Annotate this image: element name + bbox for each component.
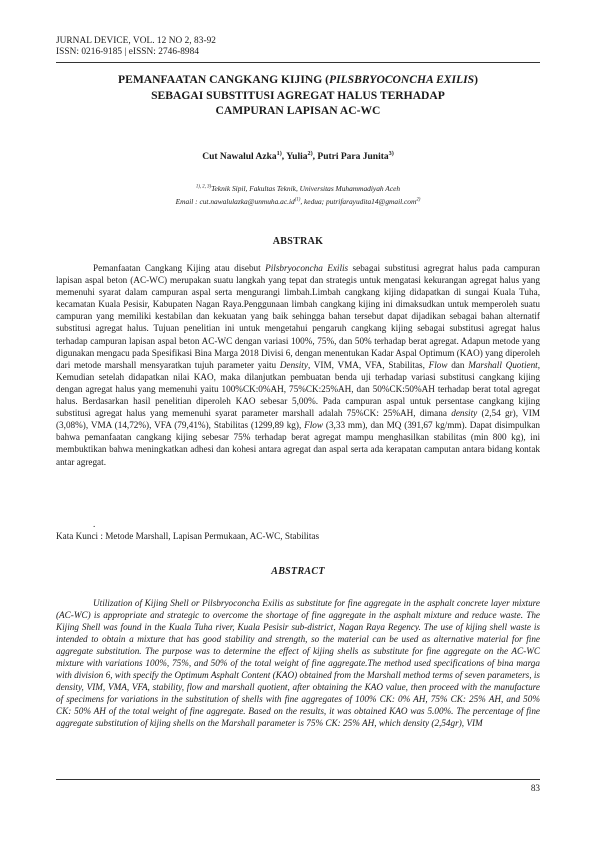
author-list (56, 151, 540, 163)
paper-title (70, 72, 526, 119)
title-line-3: CAMPURAN LAPISAN AC-WC (215, 104, 381, 117)
title-text: PEMANFAATAN CANGKANG KIJING ( (118, 73, 329, 86)
email-line: Email : $cut.nawalulazka@unmuha.ac.id^{(1)}$, kedua; putrifarayudita14@gmail.com$^{2)}$ (175, 196, 421, 206)
footer-divider (56, 779, 540, 780)
title-line-1 (70, 72, 526, 88)
title-line-2: SEBAGAI SUBSTITUSI AGREGAT HALUS TERHADAP (151, 88, 445, 102)
affiliation-block (56, 183, 540, 208)
journal-info: JURNAL DEVICE, VOL. 12 NO 2, 83-92 (56, 36, 216, 46)
abstract-body (56, 597, 540, 730)
issn-info: ISSN: 0216-9185 | eISSN: 2746-8984 (56, 47, 200, 58)
affiliation: $^{1), 2, 3)}$Teknik Sipil, Fakultas Teknik, Universitas Muhammadiyah Aceh (195, 184, 401, 193)
abstrak-heading: ABSTRAK (272, 236, 324, 247)
header-divider (56, 62, 540, 63)
author: Putri Para Junita$^{3)}$ (317, 150, 394, 162)
abstrak-body (56, 262, 540, 468)
abstract-paragraph: Utilization of Kijing Shell or Pilsbryoconcha Exilis as substitute for fine aggregate in the asphalt concrete layer mixture (AC-WC) is appropriate and strategic to overcome the shortage of fine aggregate in the asphalt mixture and reduce waste. The Kijing Shell was found in the Kuala Tuha river, Kuala Pesisir sub-district, Nagan Raya Regency. The use of kijing shell waste is intended to obtain a mixture that has good stability and strength, so the material can be used as alternative material for fine aggregate substitution. The purpose was to determine the effect of kijing shells as substitute for fine aggregate on the AC-WC mixture with variations 100%, 75%, and 50% of the total weight of fine aggregate.The method used specifications of bina marga with division 6, with specify the Optimum Asphalt Content (KAO) obtained from the Marshall method terms of seven parameters, is density, VIM, VMA, VFA, stability, flow and marshall quotient, after obtaining the KAO value, then proceed with the manufacture of specimens for variations in the substitution of shells with fine aggregates of 100% CK: 0% AH, 75% CK: 25% AH, and 50% CK: 50% AH of the total weight of fine aggregate. Based on the results, it was obtained KAO was 5.00%. The percentage of fine aggregate substitution of kijing shells on the Marshall parameter is 75% CK: 25% AH, which density (2,54gr), VIM (56, 598, 540, 729)
author: Yulia$^{2)}$, (286, 150, 318, 162)
page-number: 83 (530, 783, 540, 793)
abstrak-paragraph: Pemanfaatan Cangkang Kijing atau disebut Pilsbryoconcha Exilis sebagai substitusi agregrat halus pada campuran lapisan aspal beton (AC-WC) merupakan suatu langkah yang tepat dan strategis untuk mengatasi kekurangan agregat halus yang memenuhi syarat dalam campuran aspal serta mengurangi limbah.Limbah cangkang kijing didapatkan di sungai Kuala Tuha, kecamatan Kuala Pesisir, Kabupaten Nagan Raya.Penggunaan limbah cangkang kijing ini dimaksudkan untuk memperoleh suatu campuran yang memiliki kestabilan dan kekuatan yang baik sehingga bahan tersebut dapat dijadikan sebagai bahan alternatif substitusi agregat halus. Tujuan penelitian ini untuk mengetahui pengaruh cangkang kijing sebagai substitusi agregat halus terhadap campuran lapisan aspal beton AC-WC dengan variasi 100%, 75%, dan 50% terhadap berat agregat. Adapun metode yang digunakan mengacu pada Spesifikasi Bina Marga 2018 Divisi 6, dengan menentukan Kadar Aspal Optimum (KAO) yang diperoleh dari metode marshall mensyaratkan tujuh parameter yaitu Density, VIM, VMA, VFA, Stabilitas, Flow dan Marshall Quotient, Kemudian setelah didapatkan nilai KAO, maka dilanjutkan pembuatan benda uji terhadap variasi substitusi cangkang kijing dengan agregat halus yang memenuhi yaitu 100%CK:0%AH, 75%CK:25%AH, dan 50%CK:50%AH terhadap berat total agregat halus. Berdasarkan hasil penelitian diperoleh KAO sebesar 5,00%. Pada campuran aspal untuk persentase cangkang kijing substitusi agregat halus yang memenuhi syarat parameter marshall adalah 75%CK: 25%AH, dimana density (2,54 gr), VIM (3,08%), VMA (14,72%), VFA (79,41%), Stabilitas (1299,89 kg), Flow (3,33 mm), dan MQ (391,67 kg/mm). Dapat disimpulkan bahwa pemanfaatan cangkang kijing sebesar 75% terhadap berat agregat mampu menghasilkan stabilitas (min 800 kg), ini membuktikan bahwa meningkatkan adhesi dan kohesi antara agregat dan aspal serta ada kerapatan camputan antara bidang kontak antar agregat. (56, 263, 541, 467)
author: Cut Nawalul Azka$^{1)}$, (202, 150, 287, 162)
keywords: Kata Kunci : Metode Marshall, Lapisan Permukaan, AC-WC, Stabilitas (56, 531, 320, 541)
abstract-heading: ABSTRACT (271, 566, 325, 577)
stray-dot: . (93, 519, 96, 529)
title-species: PILSBRYOCONCHA EXILIS (328, 73, 475, 86)
running-head (56, 36, 216, 59)
author-email[interactable]: cut.nawalulazka@unmuha.ac.id (199, 196, 295, 206)
title-paren: ) (474, 73, 478, 86)
